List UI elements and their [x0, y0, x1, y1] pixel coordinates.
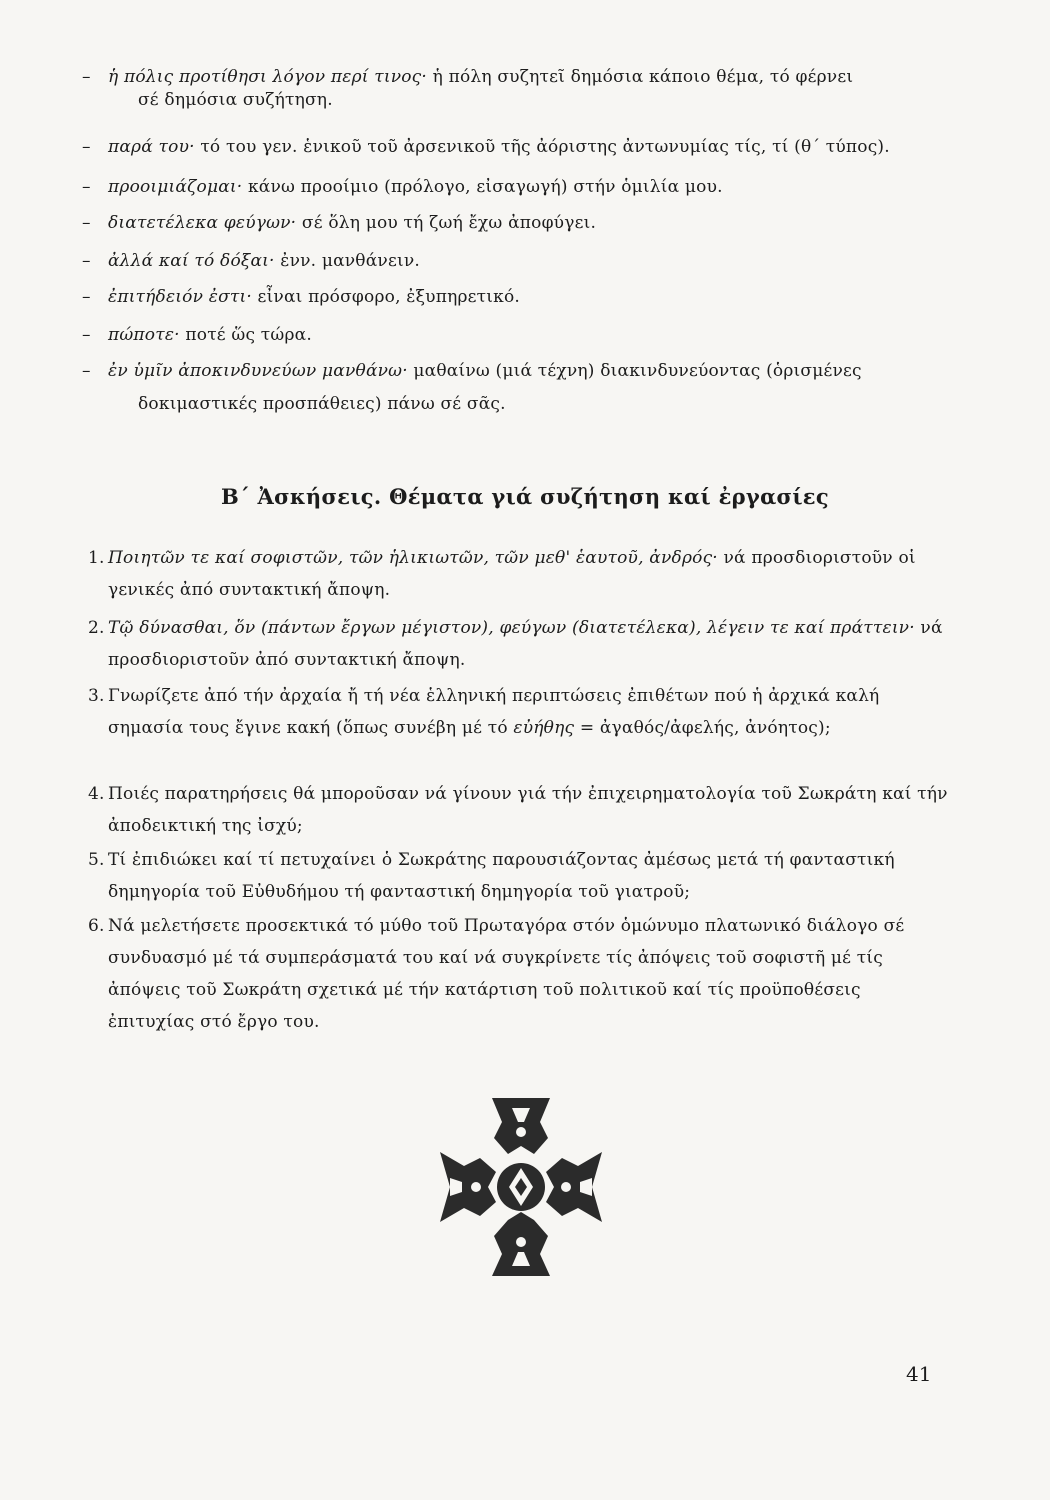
entry-dash: –: [82, 325, 91, 345]
section-heading: Β΄ Ἀσκήσεις. Θέματα γιά συζήτηση καί ἐργασίες: [221, 484, 829, 509]
glossary-term: ἡ πόλις προτίθησι λόγον περί τινος·: [108, 67, 427, 87]
entry-dash: –: [82, 213, 91, 233]
glossary-entry: [82, 324, 962, 347]
exercise-item: [88, 542, 950, 606]
glossary-term: πώποτε·: [108, 325, 180, 345]
glossary-definition: κάνω προοίμιο (πρόλογο, εἰσαγωγή) στήν ὁμιλία μου.: [242, 177, 723, 197]
exercise-number: 4.: [88, 784, 105, 804]
exercise-italic: Τῷ δύνασθαι, ὅν (πάντων ἔργων μέγιστον), φεύγων (διατετέλεκα), λέγειν τε καί πράττειν·: [108, 618, 915, 638]
exercise-item: [88, 680, 950, 744]
entry-dash: –: [82, 177, 91, 197]
exercise-text: Γνωρίζετε ἀπό τήν ἀρχαία ἤ τή νέα ἑλληνική περιπτώσεις ἐπιθέτων πού ἡ ἀρχικά καλή σημασία τους ἔγινε κακή (ὅπως συνέβη μέ τό: [108, 686, 880, 738]
glossary-entry: [82, 136, 962, 159]
glossary-term: προοιμιάζομαι·: [108, 177, 243, 197]
exercise-italic: Ποιητῶν τε καί σοφιστῶν, τῶν ἡλικιωτῶν, τῶν μεθ' ἑαυτοῦ, ἀνδρός·: [108, 548, 718, 568]
glossary-continuation: σέ δημόσια συζήτηση.: [138, 90, 333, 110]
exercise-text: νά προσδιοριστοῦν ἀπό συντακτική ἄποψη.: [108, 618, 943, 670]
glossary-entry: [82, 176, 962, 199]
entry-dash: –: [82, 251, 91, 271]
exercise-number: 6.: [88, 916, 105, 936]
glossary-continuation: δοκιμαστικές προσπάθειες) πάνω σέ σᾶς.: [138, 394, 506, 414]
glossary-entry: [82, 250, 962, 273]
exercise-number: 3.: [88, 686, 105, 706]
glossary-term: ἐπιτήδειόν ἐστι·: [108, 287, 252, 307]
page-number: 41: [906, 1362, 932, 1386]
exercise-text: Τί ἐπιδιώκει καί τί πετυχαίνει ὁ Σωκράτης παρουσιάζοντας ἀμέσως μετά τή φανταστική δημηγορία τοῦ Εὐθυδήμου τή φανταστική δημηγορία τοῦ γιατροῦ;: [108, 850, 895, 902]
entry-dash: –: [82, 137, 91, 157]
exercise-number: 1.: [88, 548, 105, 568]
exercise-text: Ποιές παρατηρήσεις θά μποροῦσαν νά γίνουν γιά τήν ἐπιχειρηματολογία τοῦ Σωκράτη καί τήν ἀποδεικτική της ἰσχύ;: [108, 784, 948, 836]
exercise-item: [88, 612, 950, 676]
glossary-definition: μαθαίνω (μιά τέχνη) διακινδυνεύοντας (ὁρισμένες: [407, 361, 862, 381]
glossary-term: ἐν ὑμῖν ἀποκινδυνεύων μανθάνω·: [108, 361, 408, 381]
exercise-number: 2.: [88, 618, 105, 638]
glossary-term: παρά του·: [108, 137, 195, 157]
glossary-entry: [82, 212, 962, 235]
glossary-entry: [82, 66, 962, 112]
entry-dash: –: [82, 67, 91, 87]
exercise-item: [88, 844, 950, 908]
entry-dash: –: [82, 287, 91, 307]
exercise-text: = ἀγαθός/ἀφελής, ἀνόητος);: [574, 718, 831, 738]
glossary-entry: [82, 286, 962, 309]
exercise-item: [88, 910, 950, 1038]
cross-ornament-icon: [436, 1092, 606, 1282]
glossary-term: ἀλλά καί τό δόξαι·: [108, 251, 275, 271]
exercise-number: 5.: [88, 850, 105, 870]
exercise-item: [88, 778, 950, 842]
glossary-entry: [82, 360, 962, 416]
glossary-definition: ἐνν. μανθάνειν.: [274, 251, 420, 271]
exercise-text: νά προσδιοριστοῦν οἱ γενικές ἀπό συντακτική ἄποψη.: [108, 548, 916, 600]
entry-dash: –: [82, 361, 91, 381]
glossary-definition: εἶναι πρόσφορο, ἐξυπηρετικό.: [251, 287, 521, 307]
glossary-definition: σέ ὅλη μου τή ζωή ἔχω ἀποφύγει.: [296, 213, 597, 233]
glossary-definition: τό του γεν. ἑνικοῦ τοῦ ἀρσενικοῦ τῆς ἀόριστης ἀντωνυμίας τίς, τί (θ΄ τύπος).: [194, 137, 890, 157]
glossary-term: διατετέλεκα φεύγων·: [108, 213, 297, 233]
glossary-definition: ἡ πόλη συζητεῖ δημόσια κάποιο θέμα, τό φέρνει: [427, 67, 854, 87]
exercise-italic: εὐήθης: [513, 718, 575, 738]
exercise-text: Νά μελετήσετε προσεκτικά τό μύθο τοῦ Πρωταγόρα στόν ὁμώνυμο πλατωνικό διάλογο σέ συνδυασμό μέ τά συμπεράσματά του καί νά συγκρίνετε τίς ἀπόψεις τοῦ σοφιστῆ μέ τίς ἀπόψεις τοῦ Σωκράτη σχετικά μέ τήν κατάρτιση τοῦ πολιτικοῦ καί τίς προϋποθέσεις ἐπιτυχίας στό ἔργο του.: [108, 916, 905, 1032]
glossary-definition: ποτέ ὥς τώρα.: [179, 325, 312, 345]
